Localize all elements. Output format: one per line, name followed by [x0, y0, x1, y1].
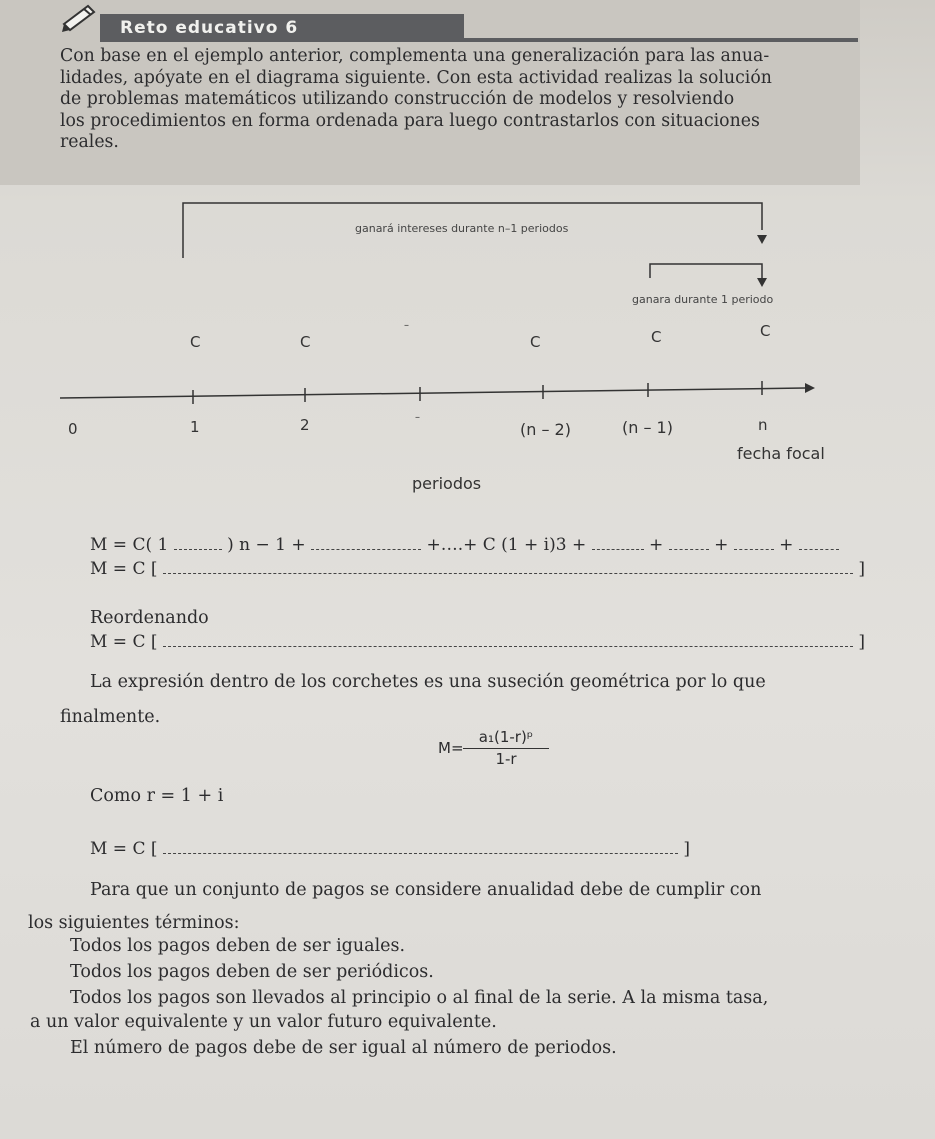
long-bracket-label: ganará intereses durante n–1 periodos: [355, 222, 569, 235]
eq-bracket: ]: [683, 839, 690, 859]
payment-label: C: [760, 322, 771, 340]
timeline-axis: [60, 388, 805, 398]
blank: [174, 548, 222, 550]
reorder-heading: Reordenando: [90, 608, 209, 628]
eq-term: M = C [: [90, 839, 158, 859]
tick-label: 2: [300, 416, 310, 434]
tick-label: 1: [190, 418, 200, 436]
tick-label: 0: [68, 420, 78, 438]
formula-lhs: M=: [438, 739, 464, 757]
intro-line: los procedimientos en forma ordenada para luego contrastarlos con situaciones: [60, 110, 760, 131]
payment-label: –: [404, 320, 409, 331]
ratio-statement: Como r = 1 + i: [90, 786, 224, 806]
geometric-text: La expresión dentro de los corchetes es una suseción geométrica por lo que: [90, 672, 766, 692]
pencil-icon: [60, 2, 100, 32]
blank: [163, 645, 853, 647]
tick-label: (n – 1): [622, 418, 673, 437]
condition-item: Todos los pagos deben de ser periódicos.: [70, 962, 434, 982]
equation-line-2: [90, 559, 865, 579]
long-bracket-arrow: [757, 235, 767, 244]
eq-plus: +: [779, 535, 794, 555]
eq-term: M = C [: [90, 632, 158, 652]
tick-label: n: [758, 416, 768, 434]
equation-line-4: [90, 839, 690, 859]
eq-bracket: ]: [858, 559, 865, 579]
eq-term: +….+ C (1 + i)3 +: [426, 535, 587, 555]
conditions-intro-end: los siguientes términos:: [28, 913, 240, 933]
eq-bracket: ]: [858, 632, 865, 652]
payment-label: C: [651, 328, 662, 346]
blank: [669, 548, 709, 550]
intro-line: Con base en el ejemplo anterior, complementa una generalización para las anua-: [60, 46, 770, 66]
tick-label: (n – 2): [520, 420, 571, 439]
tick-label: –: [415, 412, 420, 423]
equation-line-3: [90, 632, 865, 652]
blank: [734, 548, 774, 550]
condition-item: Todos los pagos son llevados al principio o al final de la serie. A la misma tasa,: [70, 988, 769, 1008]
timeline-diagram: [0, 190, 935, 510]
short-bracket: [650, 264, 762, 278]
short-bracket-label: ganara durante 1 periodo: [632, 293, 774, 306]
condition-item-continued: a un valor equivalente y un valor futuro equivalente.: [30, 1012, 497, 1032]
blank: [163, 852, 678, 854]
geometric-text-end: finalmente.: [60, 707, 161, 727]
timeline-arrow: [805, 383, 815, 393]
eq-plus: +: [714, 535, 729, 555]
eq-term: M = C [: [90, 559, 158, 579]
blank: [163, 572, 853, 574]
blank: [799, 548, 839, 550]
intro-line: reales.: [60, 132, 119, 152]
condition-item: Todos los pagos deben de ser iguales.: [70, 936, 406, 956]
formula-numerator: a₁(1-r)ᵖ: [463, 728, 549, 749]
eq-plus: +: [649, 535, 664, 555]
payment-label: C: [530, 333, 541, 351]
short-bracket-arrow: [757, 278, 767, 287]
formula-denominator: 1-r: [495, 750, 517, 768]
eq-term: M = C( 1: [90, 535, 169, 555]
intro-line: de problemas matemáticos utilizando construcción de modelos y resolviendo: [60, 89, 735, 109]
payment-label: C: [300, 333, 311, 351]
blank: [592, 548, 644, 550]
focal-date-label: fecha focal: [737, 444, 825, 463]
intro-line: lidades, apóyate en el diagrama siguiente. Con esta actividad realizas la solución: [60, 67, 772, 88]
title-underline: [464, 38, 858, 42]
eq-term: ) n − 1 +: [227, 535, 306, 555]
axis-label: periodos: [412, 474, 482, 493]
condition-item: El número de pagos debe de ser igual al número de periodos.: [70, 1038, 617, 1058]
challenge-title: Reto educativo 6: [100, 14, 464, 42]
blank: [311, 548, 421, 550]
intro-paragraph: [60, 46, 860, 154]
conditions-intro: Para que un conjunto de pagos se considere anualidad debe de cumplir con: [90, 880, 762, 900]
equation-line-1: [90, 535, 839, 555]
payment-label: C: [190, 333, 201, 351]
